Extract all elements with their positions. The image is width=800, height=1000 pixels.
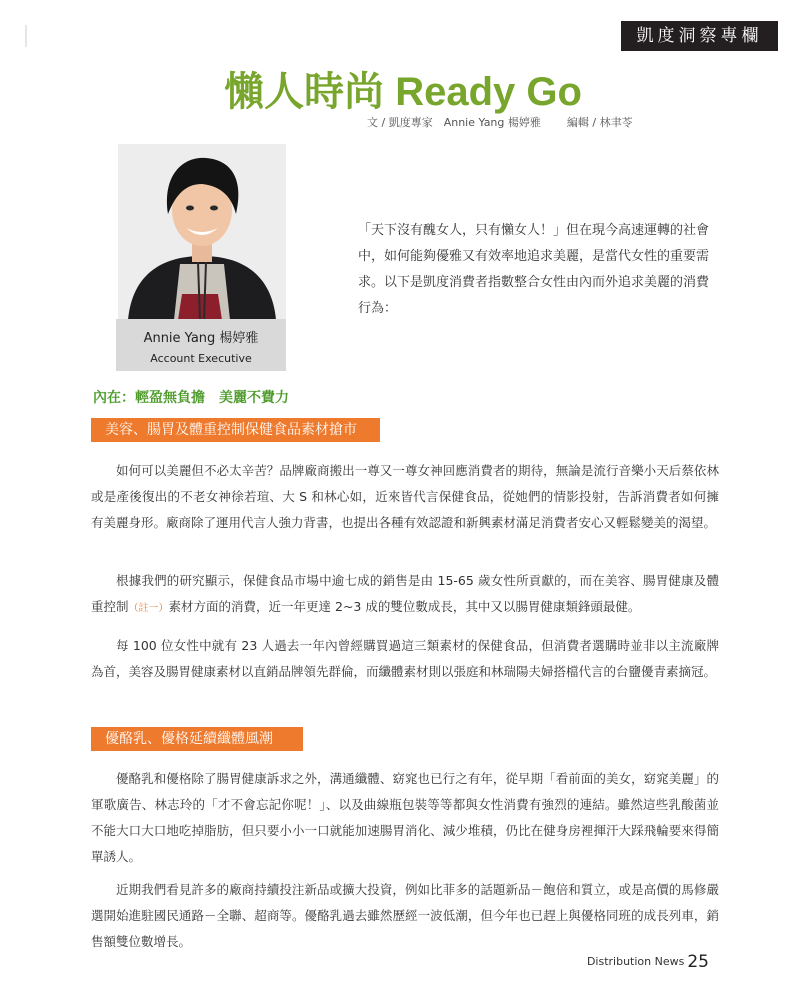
intro-paragraph: 「天下沒有醜女人，只有懶女人！」但在現今高速運轉的社會中，如何能夠優雅又有效率地追求美麗，是當代女性的重要需求。以下是凱度消費者指數整合女性由內而外追求美麗的消費行為： [358, 223, 710, 316]
paragraph-5: 近期我們看見許多的廠商持續投注新品或擴大投資，例如比菲多的話題新品－飽倍和質立，或是高價的馬修嚴選開始進駐國民通路－全聯、超商等。優酪乳過去雖然歷經一波低潮，但今年也已趕上與優格同班的成長列車，銷售額雙位數增長。 [91, 882, 719, 949]
author-name: Annie Yang 楊婷雅 [143, 331, 259, 346]
paragraph-2 [91, 568, 719, 622]
section-label: 內在：輕盈無負擔 美麗不費力 [93, 390, 289, 406]
author-role: Account Executive [150, 352, 252, 365]
byline-author: 文 / 凱度專家 Annie Yang 楊婷雅 [367, 116, 541, 129]
paragraph-1: 如何可以美麗但不必太辛苦？品牌廠商搬出一尊又一尊女神回應消費者的期待，無論是流行音樂小天后蔡依林或是產後復出的不老女神徐若瑄、大 S 和林心如，近來皆代言保健食品，從她們的情影投射，告訴消費者如何擁有美麗身形。廠商除了運用代言人強力背書，也提出各種有效認證和新興素材滿足消費者安心又輕鬆變美的渴望。 [91, 463, 719, 530]
paragraph-2-part-2: 素材方面的消費，近一年更達 2~3 成的雙位數成長，其中又以腸胃健康類鋒頭最健。 [168, 599, 641, 614]
footnote-ref: （註一） [128, 603, 169, 614]
page-number: 25 [687, 951, 709, 972]
paragraph-4: 優酪乳和優格除了腸胃健康訴求之外，溝通纖體、窈窕也已行之有年，從早期「看前面的美女，窈窕美麗」的軍歌廣告、林志玲的「才不會忘記你呢！」、以及曲線瓶包裝等等都與女性消費有強烈的連結。雖然這些乳酸菌並不能大口大口地吃掉脂肪，但只要小小一口就能加速腸胃消化、減少堆積，仍比在健身房裡揮汗大踩飛輪要來得簡單誘人。 [91, 771, 719, 864]
page-footer [587, 951, 709, 972]
paragraph-3: 每 100 位女性中就有 23 人過去一年內曾經購買過這三類素材的保健食品，但消費者選購時並非以主流廠牌為首，美容及腸胃健康素材以直銷品牌領先群倫，而纖體素材則以張庭和林瑞陽夫婦搭檔代言的台鹽優青素摘冠。 [91, 638, 719, 679]
byline-editor: 編輯 / 林聿苓 [566, 116, 633, 129]
author-portrait-illustration [118, 144, 286, 320]
byline [367, 114, 633, 130]
article-title: 懶人時尚 Ready Go [224, 70, 582, 114]
paragraph-2-part-1: 根據我們的研究顯示，保健食品市場中逾七成的銷售是由 15-65 歲女性所貢獻的，而在美容、腸胃健康及體重控制 [91, 573, 719, 614]
section-heading-yogurt: 優酪乳、優格延續纖體風潮 [91, 727, 303, 751]
publication-name: Distribution News [586, 955, 685, 968]
corner-mark [25, 25, 27, 47]
author-photo [118, 144, 286, 320]
section-heading-supplements: 美容、腸胃及體重控制保健食品素材搶市 [91, 418, 380, 442]
column-tag: 凱度洞察專欄 [621, 21, 778, 51]
author-caption [116, 319, 286, 371]
